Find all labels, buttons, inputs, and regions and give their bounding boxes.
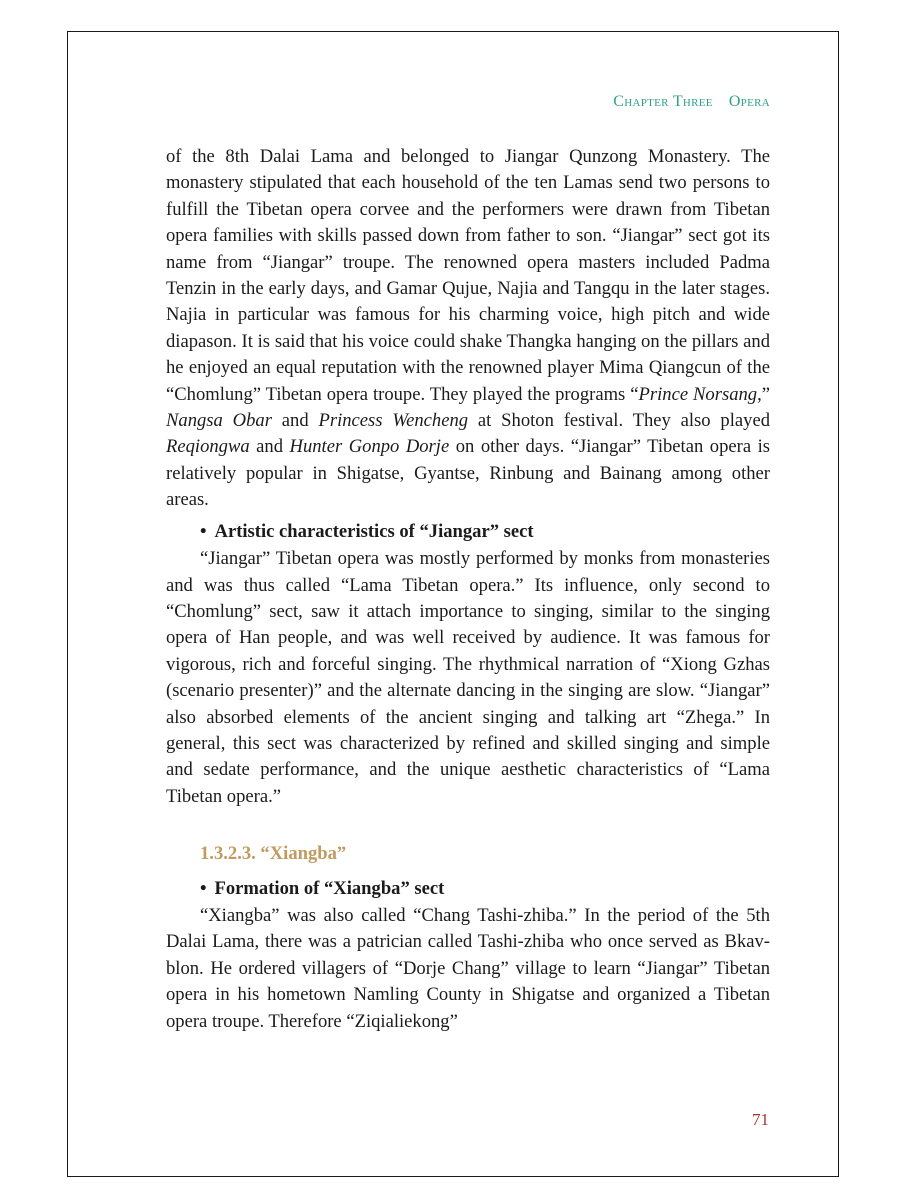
bullet-heading-text: Artistic characteristics of “Jiangar” sect bbox=[214, 520, 534, 542]
title-italic: Nangsa Obar bbox=[166, 410, 272, 432]
section-heading: 1.3.2.3. “Xiangba” bbox=[200, 843, 347, 865]
title-italic: Reqiongwa bbox=[166, 436, 250, 458]
text-run: at Shoton festival. They also played bbox=[468, 410, 770, 432]
text-run: of the 8th Dalai Lama and belonged to Jiangar Qunzong Monastery. The monastery stipulated that each household of the ten Lamas send two persons to fulfill the Tibetan opera corvee and the performers were drawn from Tibetan opera families with skills passed down from father to son. “Jiangar” sect got its name from “Jiangar” troupe. The renowned opera masters included Padma Tenzin in the early days, and Gamar Qujue, Najia and Tangqu in the later stages. Najia in particular was famous for his charming voice, high pitch and wide diapason. It is said that his voice could shake Thangka hanging on the pillars and he enjoyed an equal reputation with the renowned player Mima Qiangcun of the “Chomlung” Tibetan opera troupe. They played the programs “ bbox=[166, 146, 770, 405]
page-number: 71 bbox=[752, 1110, 769, 1129]
bullet-heading-text: Formation of “Xiangba” sect bbox=[214, 877, 445, 899]
title-italic: Hunter Gonpo Dorje bbox=[289, 436, 450, 458]
paragraph-formation: “Xiangba” was also called “Chang Tashi-zhiba.” In the period of the 5th Dalai Lama, there was a patrician called Tashi-zhiba who once served as Bkav-blon. He ordered villagers of “Dorje Chang” village to learn “Jiangar” Tibetan opera in his hometown Namling County in Shigatse and organized a Tibetan opera troupe. Therefore “Ziqialiekong” bbox=[166, 904, 770, 1032]
section-label: Opera bbox=[728, 93, 770, 110]
title-italic: Prince Norsang bbox=[638, 383, 758, 405]
text-run: and bbox=[249, 436, 290, 458]
bullet-heading-artistic bbox=[166, 519, 770, 545]
text-run: ,” bbox=[757, 383, 770, 405]
title-italic: Princess Wencheng bbox=[318, 410, 469, 432]
chapter-label: Chapter Three bbox=[613, 93, 713, 110]
page-body bbox=[166, 144, 770, 1035]
bullet-icon: • bbox=[200, 877, 207, 899]
bullet-heading-formation bbox=[166, 876, 770, 902]
bullet-icon: • bbox=[200, 520, 207, 542]
text-run: on other days. “Jiangar” Tibetan opera is relatively popular in Shigatse, Gyantse, Rinbung and Bainang among other areas. bbox=[166, 436, 770, 511]
paragraph-continued bbox=[166, 144, 770, 514]
paragraph-artistic: “Jiangar” Tibetan opera was mostly performed by monks from monasteries and was thus called “Lama Tibetan opera.” Its influence, only second to “Chomlung” sect, saw it attach importance to singing, similar to the singing opera of Han people, and was well received by audience. It was famous for vigorous, rich and forceful singing. The rhythmical narration of “Xiong Gzhas (scenario presenter)” and the alternate dancing in the singing are slow. “Jiangar” also absorbed elements of the ancient singing and talking art “Zhega.” In general, this sect was characterized by refined and skilled singing and simple and sedate performance, and the unique aesthetic characteristics of “Lama Tibetan opera.” bbox=[166, 548, 770, 807]
text-run: and bbox=[271, 410, 319, 432]
running-head bbox=[613, 93, 770, 111]
